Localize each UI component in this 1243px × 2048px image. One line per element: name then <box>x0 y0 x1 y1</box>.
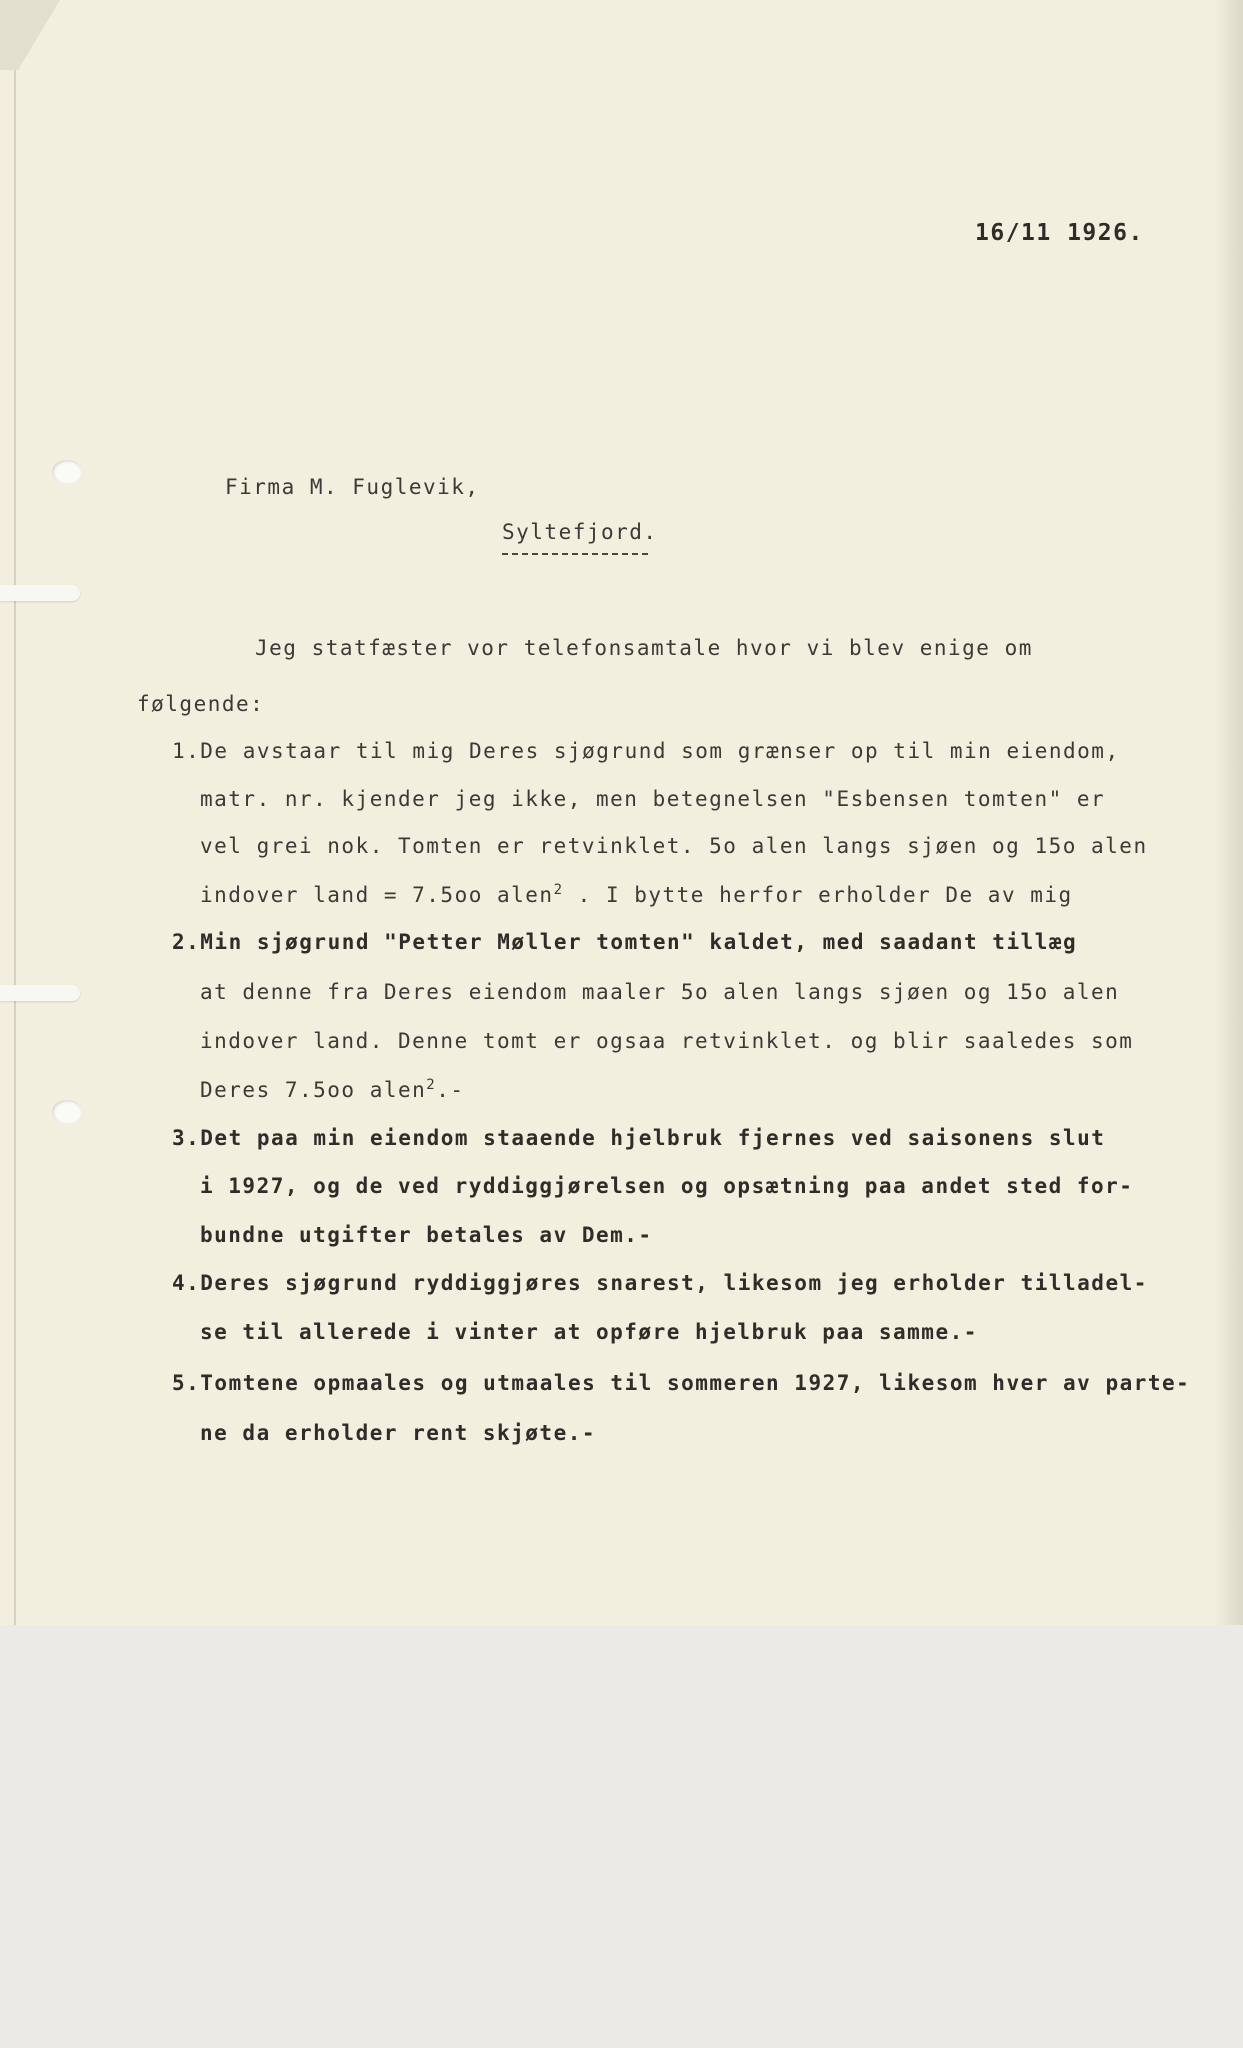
item-3-line-3: bundne utgifter betales av Dem.- <box>200 1223 653 1247</box>
recipient-firm: Firma M. Fuglevik, <box>225 475 480 499</box>
page-edge-shadow <box>1215 0 1243 1625</box>
punch-hole <box>52 460 82 484</box>
item-2-line-1: 2.Min sjøgrund "Petter Møller tomten" kaldet, med saadant tillæg <box>172 930 1078 954</box>
paper-tear <box>0 585 80 601</box>
paper-tear <box>0 985 80 1001</box>
intro-line-1: Jeg statfæster vor telefonsamtale hvor vi blev enige om <box>255 636 1033 660</box>
recipient-place: Syltefjord. <box>502 520 658 544</box>
item-4-line-1: 4.Deres sjøgrund ryddiggjøres snarest, likesom jeg erholder tilladel- <box>172 1271 1148 1295</box>
item-1-line-1: 1.De avstaar til mig Deres sjøgrund som grænser op til min eiendom, <box>172 739 1120 763</box>
item-1-tail: . I bytte herfor erholder De av mig <box>563 883 1073 907</box>
item-2-tail: .- <box>436 1078 465 1102</box>
item-2-superscript: 2 <box>426 1077 437 1093</box>
item-5-line-1: 5.Tomtene opmaales og utmaales til sommeren 1927, likesom hver av parte- <box>172 1371 1191 1395</box>
letter-date: 16/11 1926. <box>975 220 1144 246</box>
place-underline <box>502 553 648 555</box>
item-2-line-3: indover land. Denne tomt er ogsaa retvinklet. og blir saaledes som <box>200 1029 1134 1053</box>
binding-edge <box>14 0 16 1625</box>
item-1-line-2: matr. nr. kjender jeg ikke, men betegnelsen "Esbensen tomten" er <box>200 787 1106 811</box>
item-1-area-text: indover land = 7.5oo alen <box>200 883 554 907</box>
item-1-line-4 <box>200 882 1073 907</box>
item-1-superscript: 2 <box>553 882 564 898</box>
item-2-area-text: Deres 7.5oo alen <box>200 1078 427 1102</box>
item-4-line-2: se til allerede i vinter at opføre hjelbruk paa samme.- <box>200 1320 978 1344</box>
page-background-bottom <box>0 1625 1243 2048</box>
punch-hole <box>52 1100 82 1124</box>
item-2-line-2: at denne fra Deres eiendom maaler 5o alen langs sjøen og 15o alen <box>200 980 1120 1004</box>
item-2-line-4 <box>200 1077 465 1102</box>
item-1-line-3: vel grei nok. Tomten er retvinklet. 5o alen langs sjøen og 15o alen <box>200 834 1148 858</box>
item-3-line-2: i 1927, og de ved ryddiggjørelsen og opsætning paa andet sted for- <box>200 1174 1134 1198</box>
item-3-line-1: 3.Det paa min eiendom staaende hjelbruk fjernes ved saisonens slut <box>172 1126 1106 1150</box>
intro-line-2: følgende: <box>137 692 265 716</box>
item-5-line-2: ne da erholder rent skjøte.- <box>200 1421 597 1445</box>
